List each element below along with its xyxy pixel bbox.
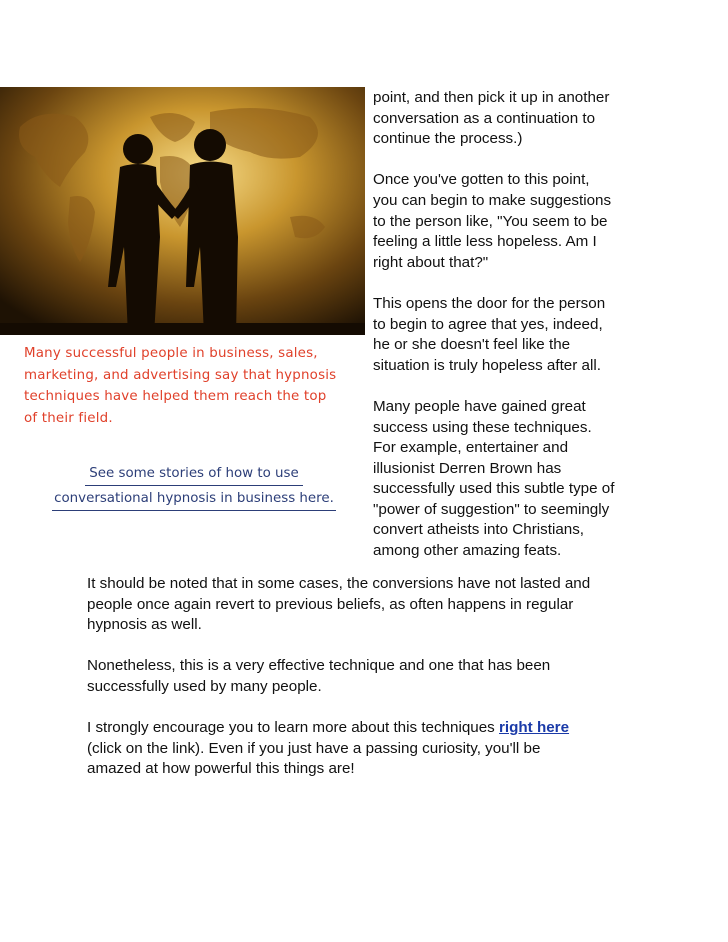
- callout-line: marketing, and advertising say that hypnosis: [24, 367, 337, 383]
- text-segment: I strongly encourage you to learn more about this techniques: [87, 719, 499, 737]
- paragraph: [87, 574, 687, 636]
- text-line: to the person like, "You seem to be: [373, 212, 608, 230]
- paragraph: [373, 88, 673, 150]
- text-line: right about that?": [373, 253, 489, 271]
- text-line: among other amazing feats.: [373, 542, 562, 560]
- text-line: [87, 718, 687, 739]
- text-line: hypnosis as well.: [87, 616, 202, 634]
- text-line: Many people have gained great: [373, 397, 586, 415]
- right-column-text: [373, 88, 673, 582]
- text-line: (click on the link). Even if you just have a passing curiosity, you'll be: [87, 739, 541, 757]
- text-line: "power of suggestion" to seemingly: [373, 500, 610, 518]
- right-here-link[interactable]: right here: [499, 719, 570, 737]
- paragraph: [373, 294, 673, 376]
- text-line: convert atheists into Christians,: [373, 521, 585, 539]
- callout-line: of their field.: [24, 410, 113, 426]
- text-line: It should be noted that in some cases, the conversions have not lasted and: [87, 575, 591, 592]
- body-text: [87, 574, 687, 801]
- handshake-silhouette-image: [0, 87, 365, 335]
- text-line: For example, entertainer and: [373, 439, 569, 457]
- text-line: you can begin to make suggestions: [373, 191, 612, 209]
- text-line: successfully used by many people.: [87, 677, 322, 695]
- business-stories-link[interactable]: [24, 462, 364, 511]
- text-line: successfully used this subtle type of: [373, 480, 615, 498]
- paragraph: [373, 397, 673, 562]
- callout-line: Many successful people in business, sales,: [24, 346, 318, 361]
- handshake-world-map-photo: [0, 87, 365, 335]
- text-line: feeling a little less hopeless. Am I: [373, 233, 597, 251]
- text-line: Nonetheless, this is a very effective technique and one that has been: [87, 657, 551, 675]
- text-line: people once again revert to previous beliefs, as often happens in regular: [87, 595, 574, 613]
- callout-line: techniques have helped them reach the top: [24, 389, 327, 404]
- text-line: This opens the door for the person: [373, 294, 606, 312]
- text-line: he or she doesn't feel like the: [373, 336, 571, 354]
- text-line: continue the process.): [373, 130, 523, 148]
- paragraph: [87, 718, 687, 780]
- callout-quote: [24, 343, 364, 429]
- paragraph: [87, 656, 687, 697]
- paragraph: [373, 170, 673, 273]
- text-line: illusionist Derren Brown has: [373, 459, 562, 477]
- text-line: to begin to agree that yes, indeed,: [373, 315, 603, 333]
- text-line: Once you've gotten to this point,: [373, 171, 590, 189]
- business-stories-link-line[interactable]: See some stories of how to use: [85, 462, 303, 486]
- business-stories-link-line[interactable]: conversational hypnosis in business here.: [52, 487, 336, 511]
- text-line: point, and then pick it up in another: [373, 89, 610, 106]
- text-line: amazed at how powerful this things are!: [87, 760, 355, 778]
- text-line: conversation as a continuation to: [373, 109, 596, 127]
- text-line: situation is truly hopeless after all.: [373, 356, 601, 374]
- text-line: success using these techniques.: [373, 418, 592, 436]
